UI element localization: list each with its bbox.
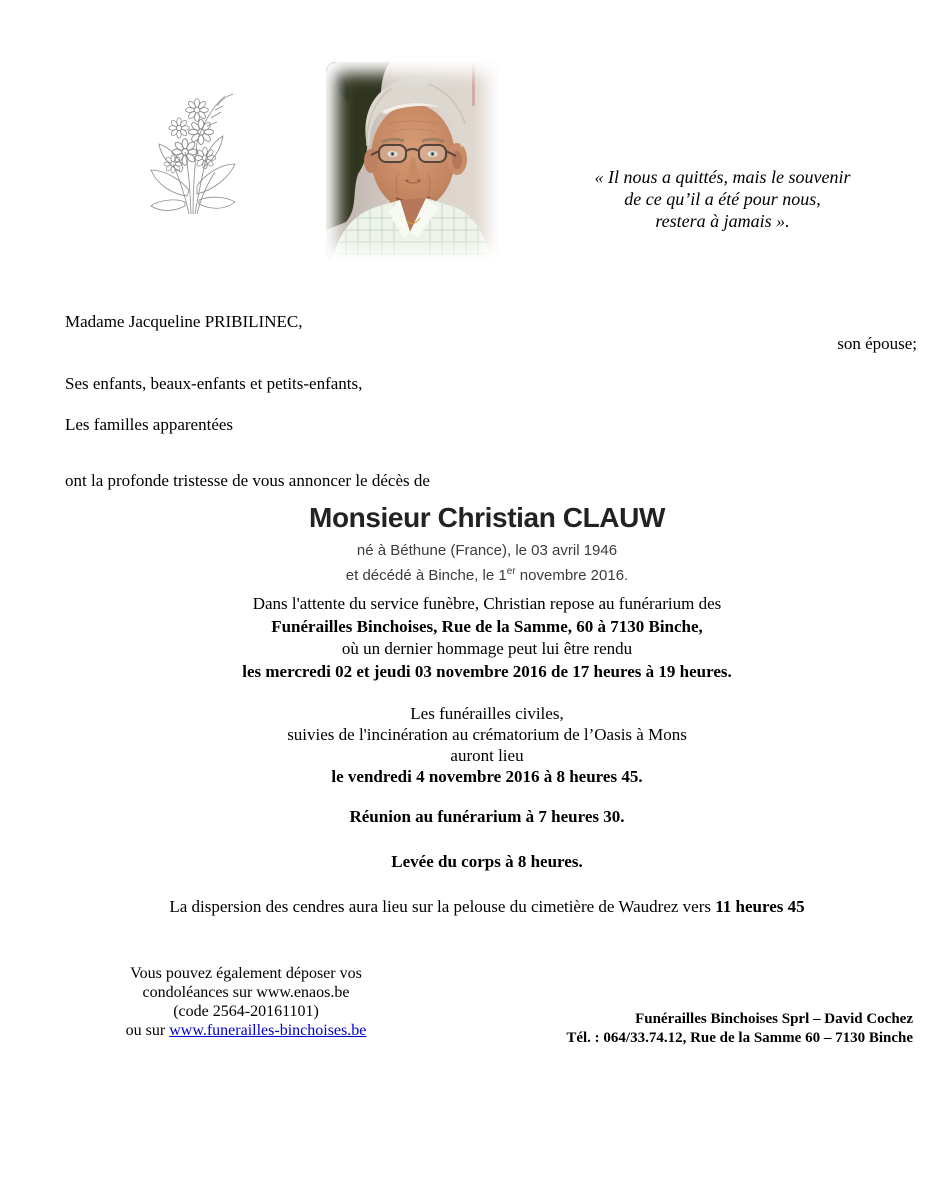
condolences-line-4 bbox=[85, 1021, 407, 1040]
deceased-portrait-photo bbox=[326, 62, 498, 262]
ashes-dispersion-time: 11 heures 45 bbox=[715, 897, 805, 916]
wake-line-3: où un dernier hommage peut lui être rendu bbox=[341, 639, 633, 658]
ashes-dispersion-text: La dispersion des cendres aura lieu sur la pelouse du cimetière de Waudrez vers bbox=[169, 897, 716, 916]
funeral-home-contact: Tél. : 064/33.74.12, Rue de la Samme 60 – 7130 Binche bbox=[566, 1030, 913, 1046]
ceremony-line-2: suivies de l'incinération au crématorium de l’Oasis à Mons bbox=[287, 725, 687, 744]
ceremony-line-3: auront lieu bbox=[450, 746, 524, 765]
death-line-ordinal: er bbox=[506, 566, 516, 577]
death-line-suffix: novembre 2016. bbox=[515, 567, 629, 584]
wake-info-block bbox=[27, 593, 947, 683]
body-removal-line: Levée du corps à 8 heures. bbox=[391, 852, 583, 871]
meeting-time-line: Réunion au funérarium à 7 heures 30. bbox=[349, 807, 625, 826]
announcement-line: ont la profonde tristesse de vous annoncer le décès de bbox=[65, 471, 430, 490]
flower-bouquet-drawing bbox=[145, 80, 241, 216]
condolences-code: (code 2564-20161101) bbox=[173, 1003, 319, 1020]
deceased-name-title: Monsieur Christian CLAUW bbox=[309, 502, 665, 533]
ceremony-info-block bbox=[27, 703, 947, 787]
relatives-line: Les familles apparentées bbox=[65, 415, 234, 434]
ashes-dispersion-line bbox=[27, 897, 947, 917]
quote-line-3: restera à jamais ». bbox=[655, 211, 790, 231]
widow-relation: son épouse; bbox=[837, 334, 917, 353]
condolences-line-2: condoléances sur www.enaos.be bbox=[142, 984, 350, 1001]
ceremony-date: le vendredi 4 novembre 2016 à 8 heures 45. bbox=[331, 767, 643, 786]
death-line-prefix: et décédé à Binche, le 1 bbox=[345, 567, 507, 584]
condolences-block bbox=[85, 964, 407, 1040]
quote-line-2: de ce qu’il a été pour nous, bbox=[624, 189, 821, 209]
flower-sketch-image bbox=[145, 80, 241, 216]
portrait-illustration bbox=[326, 62, 498, 262]
funeral-home-website-link[interactable]: www.funerailles-binchoises.be bbox=[169, 1022, 367, 1039]
wake-line-1: Dans l'attente du service funèbre, Christian repose au funérarium des bbox=[252, 594, 722, 613]
condolences-line-1: Vous pouvez également déposer vos bbox=[130, 965, 362, 982]
deceased-dates bbox=[27, 540, 947, 586]
wake-visiting-hours: les mercredi 02 et jeudi 03 novembre 2016 de 17 heures à 19 heures. bbox=[242, 661, 732, 681]
condolences-link-prefix: ou sur bbox=[125, 1022, 170, 1039]
wake-address: Funérailles Binchoises, Rue de la Samme, 60 à 7130 Binche, bbox=[271, 616, 703, 636]
memorial-quote bbox=[535, 166, 910, 232]
widow-name: Madame Jacqueline PRIBILINEC, bbox=[65, 312, 303, 331]
birth-line: né à Béthune (France), le 03 avril 1946 bbox=[356, 542, 618, 559]
death-line bbox=[27, 561, 947, 586]
funeral-home-block bbox=[566, 1010, 913, 1048]
quote-line-1: « Il nous a quittés, mais le souvenir bbox=[594, 167, 851, 187]
funeral-home-company: Funérailles Binchoises Sprl – David Cochez bbox=[635, 1011, 913, 1027]
ceremony-line-1: Les funérailles civiles, bbox=[410, 704, 564, 723]
children-line: Ses enfants, beaux-enfants et petits-enfants, bbox=[65, 374, 363, 393]
